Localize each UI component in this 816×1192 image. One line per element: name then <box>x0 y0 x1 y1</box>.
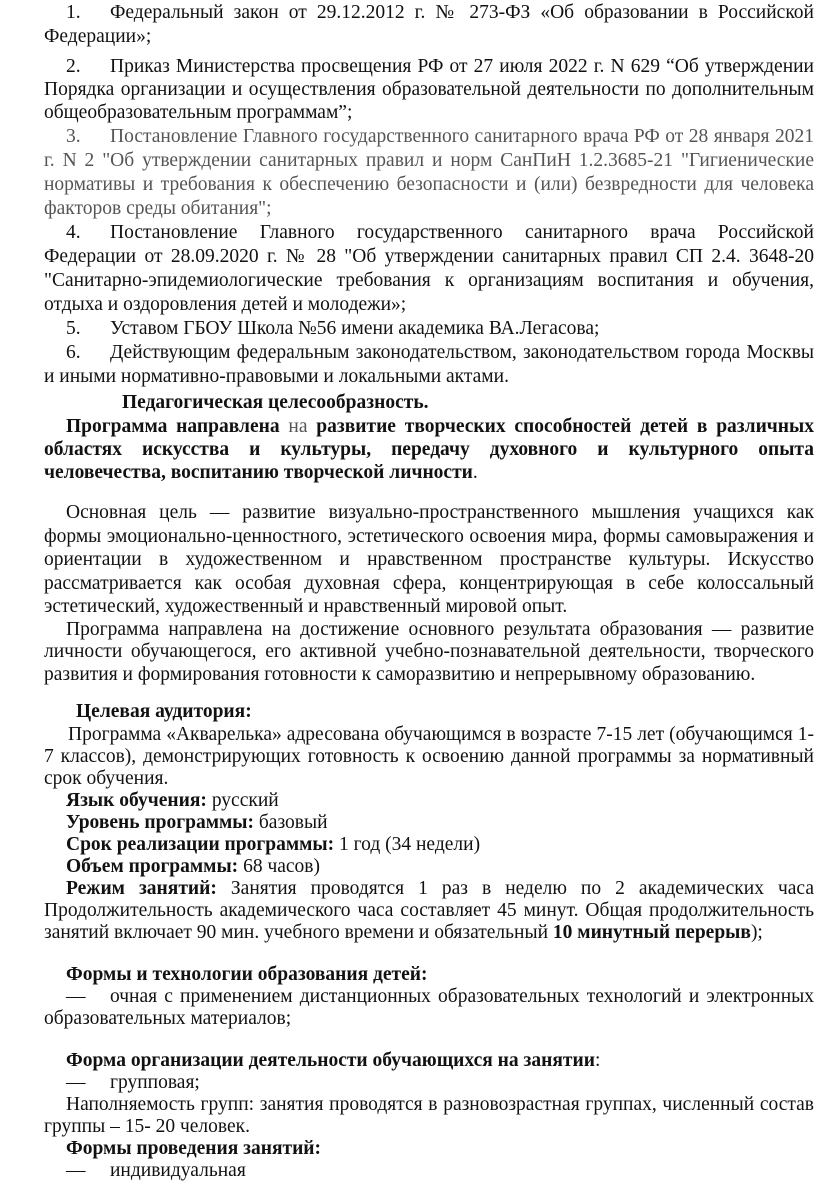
conduct-forms-heading: Формы проведения занятий: <box>66 1138 322 1159</box>
audience-text: Программа «Акварелька» адресована обучающимся в возрасте 7-15 лет (обучающимся 1-7 классов), демонстрирующих готовность к освоению данной программы за нормативный срок обучения. <box>44 724 814 789</box>
legal-item-4: 4. Постановление Главного государственного санитарного врача Российской Федерации от 28.09.2020 г. № 28 "Об утверждении санитарных правил СП 2.4. 3648-20 "Санитарно-эпидемиологические требования к организациям воспитания и обучения, отдыха и оздоровления детей и молодежи»; <box>44 222 814 315</box>
legal-item-1: 1. Федеральный закон от 29.12.2012 г. № 273-ФЗ «Об образовании в Российской Федерации»; <box>44 2 814 47</box>
param-language: Язык обучения: русский <box>66 790 279 811</box>
conduct-forms-item: — индивидуальная <box>66 1160 246 1181</box>
org-form-item: — групповая; <box>66 1072 200 1093</box>
param-level: Уровень программы: базовый <box>66 812 328 833</box>
group-fill: Наполняемость групп: занятия проводятся в разновозрастная группах, численный состав группы – 15- 20 человек. <box>44 1094 814 1137</box>
legal-item-6: 6. Действующим федеральным законодательством, законодательством города Москвы и иными нормативно-правовыми и локальными актами. <box>44 342 814 387</box>
param-duration: Срок реализации программы: 1 год (34 недели) <box>66 834 481 855</box>
org-form-heading: Форма организации деятельности обучающихся на занятии: <box>66 1050 601 1071</box>
legal-item-5: 5. Уставом ГБОУ Школа №56 имени академика ВА.Легасова; <box>66 318 600 339</box>
pedagogy-result: Программа направлена на достижение основного результата образования — развитие личности обучающегося, его активной учебно-познавательной деятельности, творческого развития и формирования готовности к саморазвитию и непрерывному образованию. <box>44 618 814 685</box>
forms-tech-heading: Формы и технологии образования детей: <box>66 964 428 985</box>
schedule: Режим занятий: Занятия проводятся 1 раз в неделю по 2 академических часа Продолжительность академического часа составляет 45 минут. Общая продолжительность занятий включает 90 мин. учебного времени и обязательный 10 минутный перерыв); <box>44 878 814 943</box>
forms-tech-item: — очная с применением дистанционных образовательных технологий и электронных образовательных материалов; <box>44 986 814 1029</box>
param-volume: Объем программы: 68 часов) <box>66 856 321 877</box>
audience-heading: Целевая аудитория: <box>76 701 252 722</box>
pedagogy-lead: Программа направлена на развитие творческих способностей детей в различных областях искусства и культуры, передачу духовного и культурного опыта человечества, воспитанию творческой личности. <box>44 416 815 483</box>
pedagogy-heading: Педагогическая целесообразность. <box>122 392 429 413</box>
pedagogy-goal: Основная цель — развитие визуально-пространственного мышления учащихся как формы эмоционально-ценностного, эстетического освоения мира, формы самовыражения и ориентации в художественном и нравственном пространстве культуры. Искусство рассматривается как особая духовная сфера, концентрирующая в себе колоссальный эстетический, художественный и нравственный мировой опыт. <box>44 502 814 617</box>
legal-item-3: 3. Постановление Главного государственного санитарного врача РФ от 28 января 2021 г. N 2 "Об утверждении санитарных правил и норм СанПиН 1.2.3685-21 "Гигиенические нормативы и требования к обеспечению безопасности и (или) безвредности для человека факторов среды обитания"; <box>44 126 814 219</box>
legal-item-2: 2. Приказ Министерства просвещения РФ от 27 июля 2022 г. N 629 “Об утверждении Порядка организации и осуществления образовательной деятельности по дополнительным общеобразовательным программам”; <box>44 56 814 123</box>
